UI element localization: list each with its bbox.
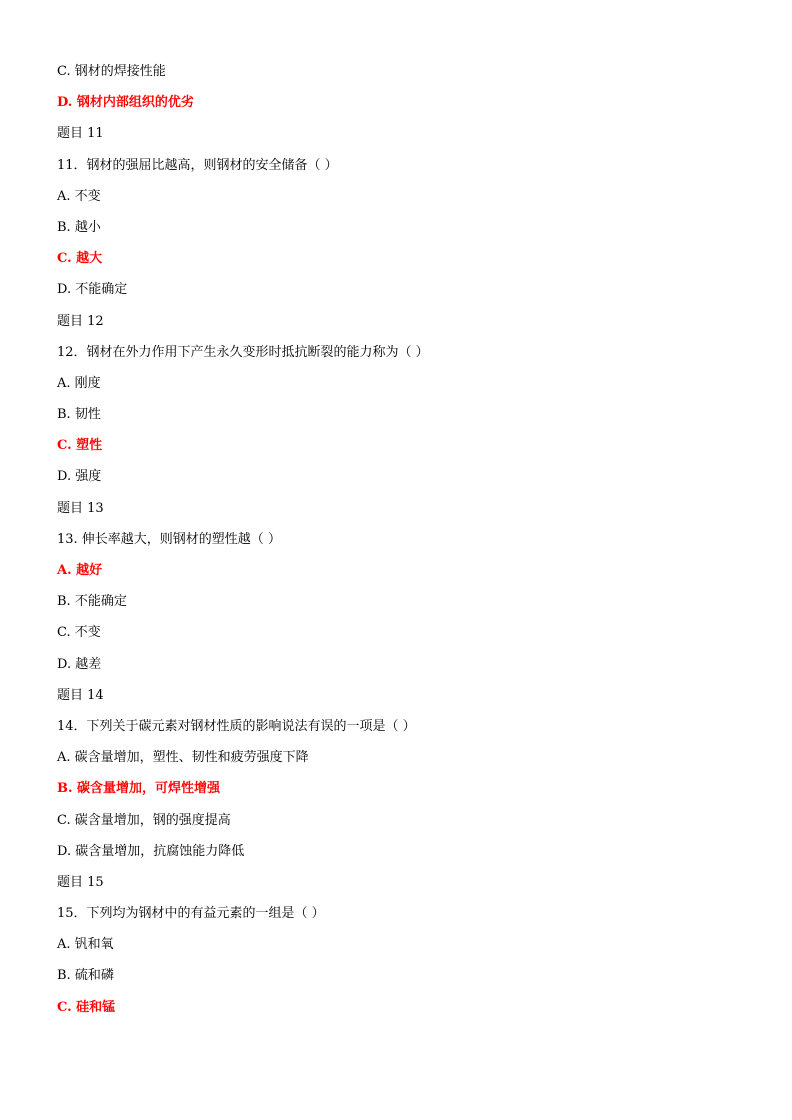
document-body xyxy=(57,60,757,1027)
question-stem: 15．下列均为钢材中的有益元素的一组是（ ） xyxy=(57,906,325,922)
correct-answer-option: C. 塑性 xyxy=(57,438,103,454)
question-stem: 14．下列关于碳元素对钢材性质的影响说法有误的一项是（ ） xyxy=(57,718,416,734)
correct-answer-option: A. 越好 xyxy=(57,563,103,578)
correct-answer-option: B. 碳含量增加，可焊性增强 xyxy=(57,781,221,797)
correct-answer-option: C. 越大 xyxy=(57,251,103,267)
answer-option: C. 不变 xyxy=(57,625,101,641)
question-stem: 11．钢材的强屈比越高，则钢材的安全储备（ ） xyxy=(57,157,338,173)
question-heading: 题目 11 xyxy=(57,126,104,142)
answer-option: A. 不变 xyxy=(57,188,101,204)
question-heading: 题目 14 xyxy=(57,687,104,703)
answer-option: D. 越差 xyxy=(57,656,102,672)
question-heading: 题目 12 xyxy=(57,313,104,329)
answer-option: B. 越小 xyxy=(57,219,101,235)
question-stem: 12．钢材在外力作用下产生永久变形时抵抗断裂的能力称为（ ） xyxy=(57,344,429,360)
answer-option: A. 刚度 xyxy=(57,375,101,391)
answer-option: A. 钒和氧 xyxy=(57,937,114,953)
answer-option: D. 不能确定 xyxy=(57,282,128,298)
question-heading: 题目 13 xyxy=(57,500,104,516)
answer-option: B. 硫和磷 xyxy=(57,968,114,984)
answer-option: B. 不能确定 xyxy=(57,594,127,610)
answer-option: C. 碳含量增加，钢的强度提高 xyxy=(57,812,231,828)
answer-option: D. 强度 xyxy=(57,469,102,485)
answer-option: A. 碳含量增加，塑性、韧性和疲劳强度下降 xyxy=(57,750,309,766)
answer-option: D. 碳含量增加，抗腐蚀能力降低 xyxy=(57,843,245,859)
correct-answer-option: C. 硅和锰 xyxy=(57,999,116,1015)
answer-option: B. 韧性 xyxy=(57,407,101,423)
correct-answer-option: D. 钢材内部组织的优劣 xyxy=(57,95,194,111)
question-stem: 13. 伸长率越大，则钢材的塑性越（ ） xyxy=(57,531,281,547)
question-heading: 题目 15 xyxy=(57,874,104,890)
answer-option: C. 钢材的焊接性能 xyxy=(57,64,166,79)
